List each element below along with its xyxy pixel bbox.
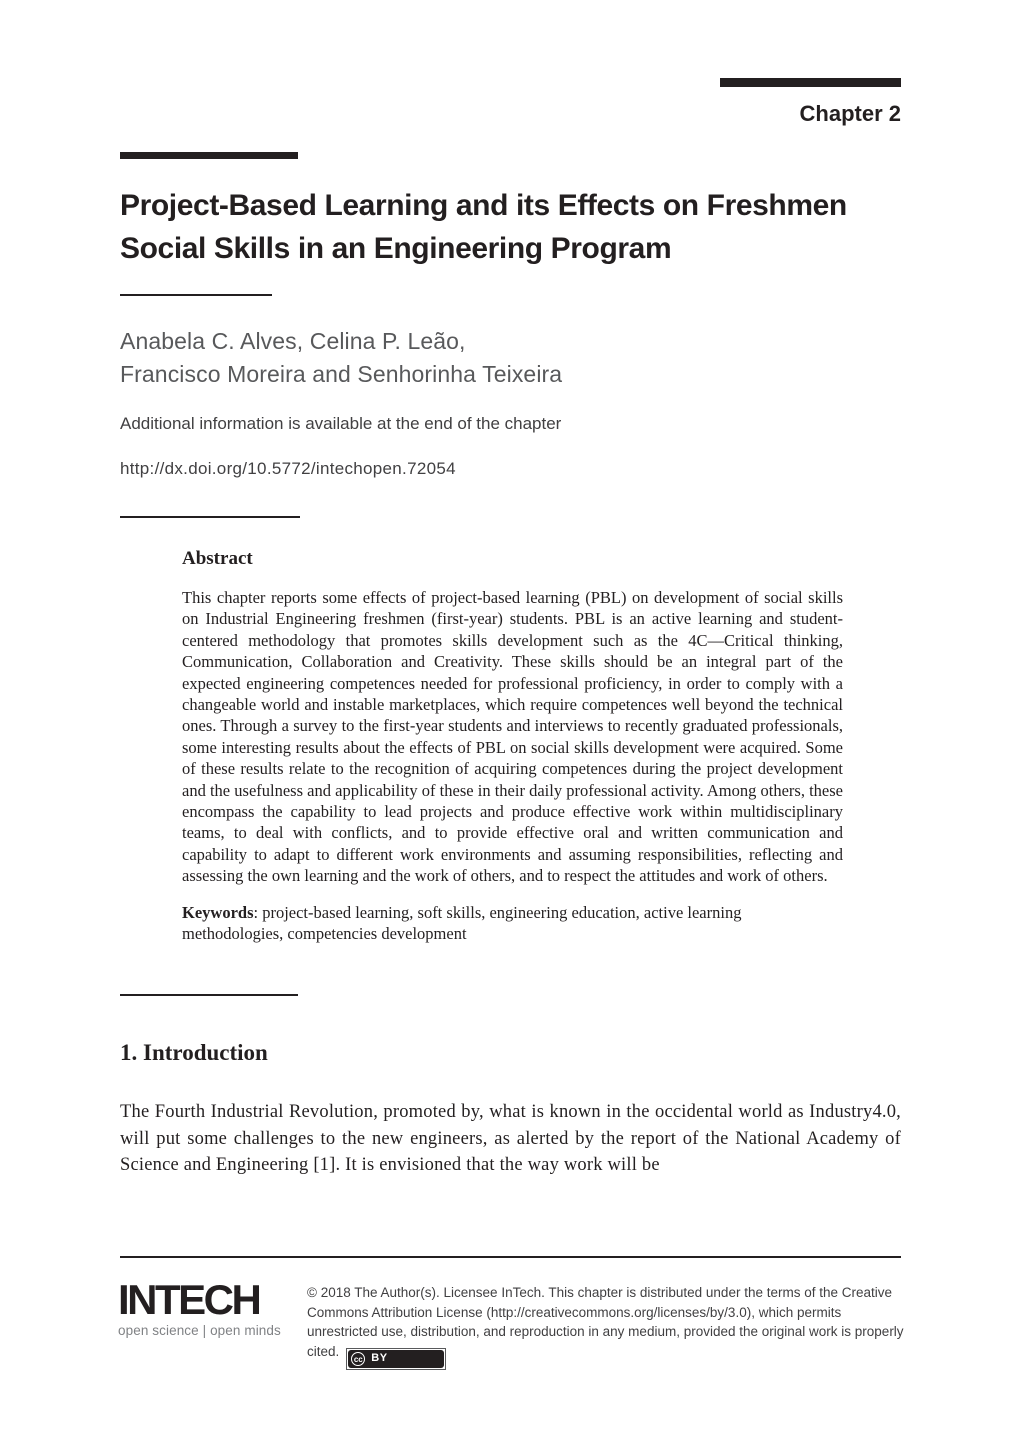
doi-link[interactable]: http://dx.doi.org/10.5772/intechopen.72054 [120, 459, 456, 478]
article-title [120, 184, 920, 270]
intech-logo-text: INTECH [118, 1276, 260, 1323]
keywords-label: Keywords [182, 902, 254, 922]
introduction-heading: 1. Introduction [120, 1040, 268, 1065]
intech-logo-tagline: open science | open minds [118, 1323, 281, 1338]
abstract-divider-rule [120, 516, 300, 518]
cc-logo-icon: cc [351, 1352, 365, 1366]
footer-rule [120, 1256, 901, 1258]
title-accent-bar [120, 152, 298, 159]
cc-by-badge [346, 1348, 446, 1370]
introduction-divider-rule [120, 994, 298, 996]
introduction-paragraph: The Fourth Industrial Revolution, promoted by, what is known in the occidental world as Industry4.0, will put some challenges to the new engineers, as alerted by the report of the National Academy of Science and Engineering [1]. It is envisioned that the way work will be [120, 1102, 901, 1175]
abstract-section [182, 548, 843, 945]
authors-names [120, 325, 562, 391]
publisher-logo [118, 1278, 288, 1338]
abstract-heading: Abstract [182, 548, 253, 569]
article-title-line1: Project-Based Learning and its Effects on Freshmen [120, 189, 847, 222]
keywords-paragraph [182, 902, 843, 945]
authors-line2: Francisco Moreira and Senhorinha Teixeira [120, 361, 563, 387]
chapter-label: Chapter 2 [799, 101, 901, 126]
cc-by-badge-inner [348, 1350, 444, 1368]
authors-line1: Anabela C. Alves, Celina P. Leão, [120, 328, 466, 354]
license-statement [307, 1283, 907, 1370]
abstract-body: This chapter reports some effects of project-based learning (PBL) on development of social skills on Industrial Engineering freshmen (first-year) students. PBL is an active learning and student-centered methodology that promotes skills development such as the 4C—Critical thinking, Communication, Collaboration and Creativity. These skills should be an integral part of the expected engineering competences needed for professional proficiency, in order to comply with a changeable world and instable marketplaces, which require competences well beyond the technical ones. Through a survey to the first-year students and interviews to recently graduated professionals, some interesting results about the effects of PBL on social skills development were acquired. Some of these results relate to the recognition of acquiring competences during the project development and the usefulness and applicability of these in their daily professional activity. Among others, these encompass the capability to lead projects and produce effective work within multidisciplinary teams, to deal with conflicts, and to provide effective oral and written communication and capability to adapt to different work environments and assuming responsibilities, reflecting and assessing the own learning and the work of others, and to respect the attitudes and work of others. [182, 588, 843, 886]
additional-info-note: Additional information is available at the end of the chapter [120, 414, 562, 433]
cc-by-label: BY [371, 1351, 388, 1364]
chapter-header-bar [720, 78, 901, 87]
authors-divider-rule [120, 294, 272, 296]
article-title-line2: Social Skills in an Engineering Program [120, 232, 672, 265]
keywords-list: : project-based learning, soft skills, engineering education, active learning methodologies, competencies development [182, 902, 742, 944]
license-text: © 2018 The Author(s). Licensee InTech. This chapter is distributed under the terms of the Creative Commons Attribution License (http://creativecommons.org/licenses/by/3.0), which permits unrestricted use, distribution, and reproduction in any medium, provided the original work is properly cited. [307, 1285, 904, 1359]
